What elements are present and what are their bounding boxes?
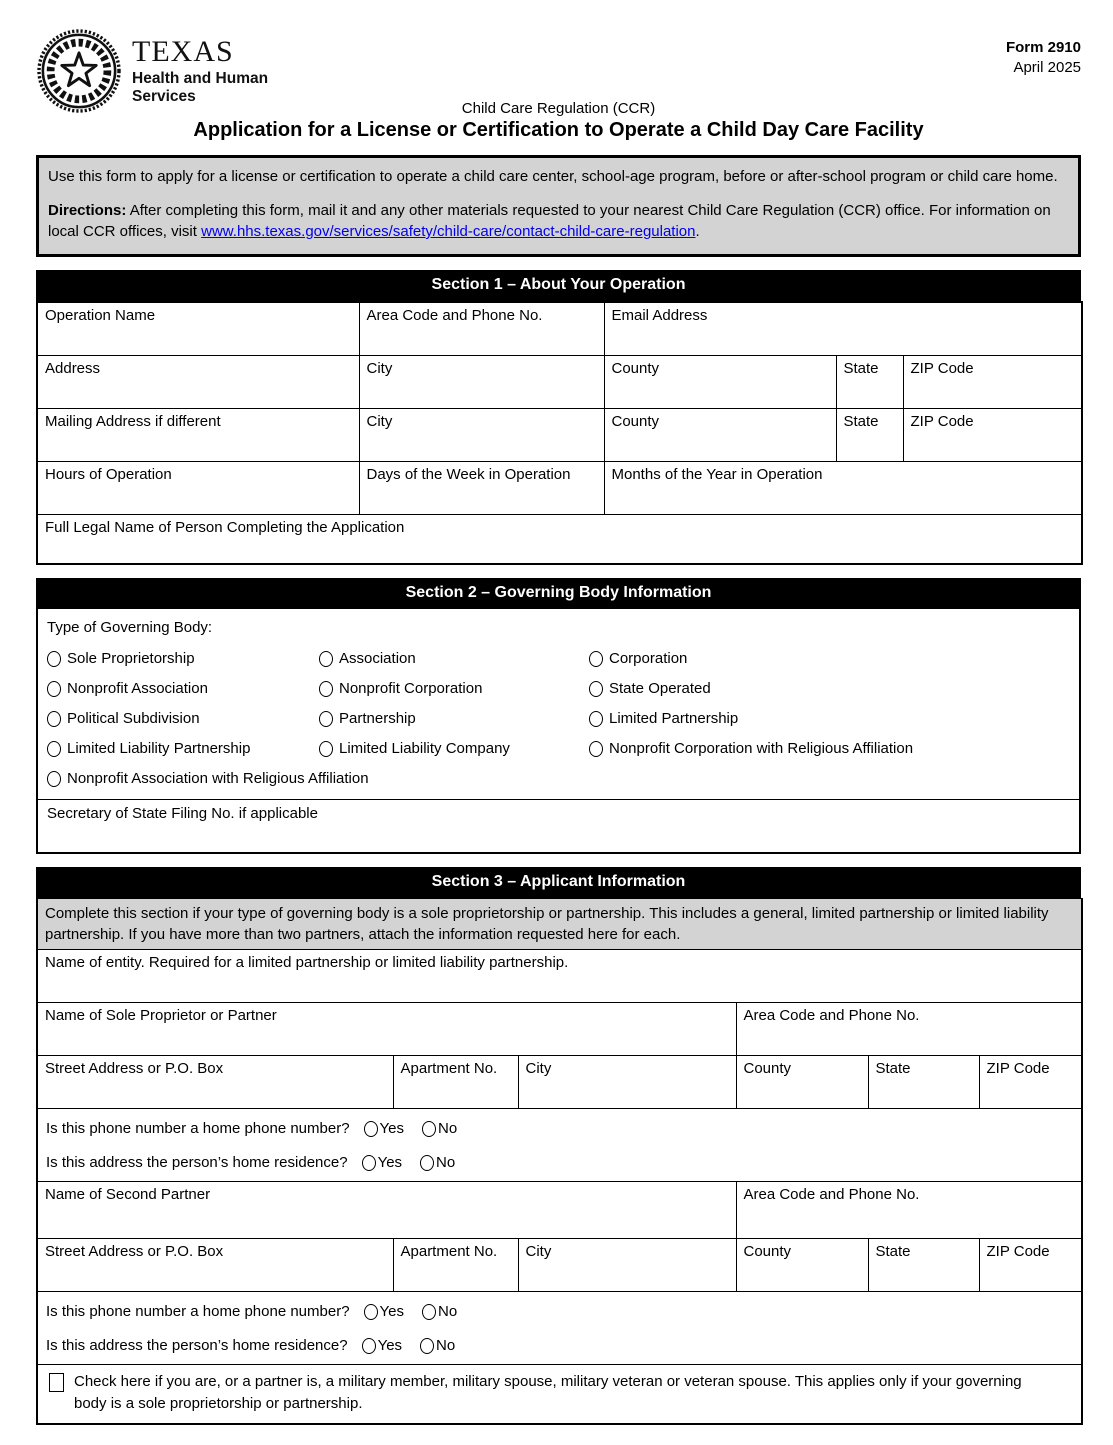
- question-home-phone: [46, 1303, 1074, 1320]
- question-label: Is this address the person’s home residence?: [46, 1337, 348, 1354]
- form-meta: [1006, 28, 1081, 77]
- option-label: Sole Proprietorship: [67, 650, 195, 667]
- option-nonprofit-corporation[interactable]: [319, 680, 589, 697]
- governing-body-grid: [47, 650, 1070, 787]
- field-label: City: [525, 1243, 552, 1260]
- option-partnership[interactable]: [319, 710, 589, 727]
- radio-icon[interactable]: [47, 681, 61, 697]
- option-label: Partnership: [339, 710, 416, 727]
- page-title: Application for a License or Certification to Operate a Child Day Care Facility: [193, 119, 924, 141]
- section-1: [36, 270, 1081, 565]
- field-partner1-city[interactable]: [518, 1056, 736, 1109]
- field-partner1-phone[interactable]: [736, 1003, 1082, 1056]
- field-partner1-state[interactable]: [868, 1056, 979, 1109]
- radio-icon[interactable]: [364, 1304, 378, 1320]
- field-label: Apartment No.: [400, 1243, 498, 1260]
- radio-label: Yes: [377, 1154, 403, 1171]
- radio-partner2-phone-yes[interactable]: [364, 1303, 404, 1320]
- radio-partner1-phone-no[interactable]: [422, 1120, 457, 1137]
- field-label: Name of entity. Required for a limited partnership or limited liability partnership.: [45, 954, 569, 971]
- radio-icon[interactable]: [589, 651, 603, 667]
- field-days[interactable]: [359, 461, 604, 514]
- field-mailing-state[interactable]: [836, 408, 903, 461]
- field-label: City: [366, 359, 393, 377]
- military-checkbox-row: [38, 1365, 1081, 1423]
- field-mailing-zip[interactable]: [903, 408, 1082, 461]
- option-limited-liability-partnership[interactable]: [47, 740, 319, 757]
- field-label: Street Address or P.O. Box: [45, 1243, 224, 1260]
- option-label: Association: [339, 650, 416, 667]
- option-nonprofit-association-religious[interactable]: [47, 770, 1070, 787]
- option-label: Nonprofit Corporation with Religious Affiliation: [609, 740, 914, 757]
- field-label: Area Code and Phone No.: [743, 1186, 920, 1203]
- field-operation-phone[interactable]: [359, 302, 604, 355]
- table-row: [37, 1365, 1082, 1424]
- field-partner1-zip[interactable]: [979, 1056, 1082, 1109]
- radio-partner2-phone-no[interactable]: [422, 1303, 457, 1320]
- table-row: [37, 302, 1082, 355]
- field-label: County: [743, 1243, 792, 1260]
- radio-icon[interactable]: [422, 1304, 436, 1320]
- logo-dept-line1: Health and Human: [132, 70, 269, 88]
- radio-partner2-residence-no[interactable]: [420, 1337, 455, 1354]
- field-operation-name[interactable]: [37, 302, 359, 355]
- logo-brand-text: TEXAS: [132, 35, 234, 69]
- field-label: State: [843, 359, 879, 377]
- field-partner2-state[interactable]: [868, 1239, 979, 1292]
- field-label: State: [875, 1243, 911, 1260]
- military-checkbox[interactable]: [49, 1373, 64, 1392]
- radio-icon[interactable]: [319, 681, 333, 697]
- table-row: [37, 461, 1082, 514]
- partner1-questions: [37, 1109, 1082, 1182]
- question-label: Is this phone number a home phone number?: [46, 1303, 350, 1320]
- table-row: [37, 950, 1082, 1003]
- field-label: Secretary of State Filing No. if applicable: [47, 805, 318, 822]
- radio-icon[interactable]: [589, 681, 603, 697]
- radio-icon[interactable]: [319, 651, 333, 667]
- section-2: [36, 578, 1081, 854]
- field-label: County: [743, 1060, 792, 1077]
- radio-icon[interactable]: [422, 1121, 436, 1137]
- logo-wordmark: [132, 37, 268, 105]
- logo-dept-line2: Services: [132, 87, 196, 105]
- option-limited-liability-company[interactable]: [319, 740, 589, 757]
- field-partner1-name[interactable]: [37, 1003, 736, 1056]
- form-subtitle: Child Care Regulation (CCR): [461, 100, 656, 117]
- field-partner2-name[interactable]: [37, 1182, 736, 1239]
- question-home-residence: [46, 1337, 1074, 1354]
- option-sole-proprietorship[interactable]: [47, 650, 319, 667]
- radio-label: Yes: [379, 1303, 405, 1320]
- table-row: [37, 1182, 1082, 1239]
- section-3-header: Section 3 – Applicant Information: [36, 867, 1081, 898]
- field-partner2-apartment[interactable]: [393, 1239, 518, 1292]
- section-2-header: Section 2 – Governing Body Information: [36, 578, 1081, 609]
- radio-icon[interactable]: [47, 771, 61, 787]
- field-label: Operation Name: [45, 307, 156, 324]
- radio-icon[interactable]: [364, 1121, 378, 1137]
- radio-icon[interactable]: [420, 1155, 434, 1171]
- field-partner2-zip[interactable]: [979, 1239, 1082, 1292]
- field-mailing-county[interactable]: [604, 408, 836, 461]
- option-label: Nonprofit Association: [67, 680, 208, 697]
- table-row: [37, 1003, 1082, 1056]
- partner2-questions: [37, 1292, 1082, 1365]
- field-label: ZIP Code: [910, 412, 974, 430]
- option-association[interactable]: [319, 650, 589, 667]
- option-label: Limited Partnership: [609, 710, 739, 727]
- field-partner2-phone[interactable]: [736, 1182, 1082, 1239]
- field-label: Hours of Operation: [45, 465, 172, 483]
- intro-paragraph: Use this form to apply for a license or certification to operate a child care center, school-age program, before or after-school program or child care home.: [48, 168, 1058, 185]
- radio-icon[interactable]: [47, 741, 61, 757]
- section-3-table: [36, 898, 1083, 1425]
- military-row: [37, 1365, 1082, 1424]
- radio-partner1-phone-yes[interactable]: [364, 1120, 404, 1137]
- section-3: [36, 867, 1081, 1425]
- texas-seal-icon: [36, 28, 122, 114]
- field-partner2-city[interactable]: [518, 1239, 736, 1292]
- field-email[interactable]: [604, 302, 1082, 355]
- radio-icon[interactable]: [362, 1338, 376, 1354]
- directions-paragraph: [48, 200, 1068, 242]
- radio-label: No: [438, 1303, 458, 1320]
- radio-label: Yes: [379, 1120, 405, 1137]
- field-label: County: [611, 359, 660, 377]
- directions-text: After completing this form, mail it and any other materials requested to your nearest Child Care Regulation (CCR) office. For information on local CCR offices, visit: [48, 202, 1051, 240]
- option-label: Limited Liability Partnership: [67, 740, 251, 757]
- section-3-note: Complete this section if your type of governing body is a sole proprietorship or partnership. This includes a general, limited partnership or limited liability partnership. If you have more than two partners, attach the information requested here for each.: [37, 899, 1082, 950]
- field-label: Address: [45, 359, 101, 377]
- section-1-header: Section 1 – About Your Operation: [36, 270, 1081, 301]
- radio-partner1-residence-no[interactable]: [420, 1154, 455, 1171]
- radio-label: Yes: [377, 1337, 403, 1354]
- radio-icon[interactable]: [362, 1155, 376, 1171]
- option-label: Nonprofit Corporation: [339, 680, 483, 697]
- field-address-state[interactable]: [836, 355, 903, 408]
- field-label: Name of Sole Proprietor or Partner: [45, 1007, 277, 1024]
- option-limited-partnership[interactable]: [589, 710, 1070, 727]
- intro-box: [36, 155, 1081, 257]
- radio-icon[interactable]: [420, 1338, 434, 1354]
- field-partner1-street[interactable]: [37, 1056, 393, 1109]
- option-label: State Operated: [609, 680, 711, 697]
- table-row: [37, 1292, 1082, 1365]
- field-full-legal-name[interactable]: [37, 514, 1082, 564]
- directions-period: .: [695, 223, 700, 240]
- texas-hhs-logo: [36, 28, 268, 114]
- field-label: Area Code and Phone No.: [743, 1007, 920, 1024]
- form-date: April 2025: [1013, 58, 1081, 76]
- option-corporation[interactable]: [589, 650, 1070, 667]
- option-label: Political Subdivision: [67, 710, 200, 727]
- radio-icon[interactable]: [319, 741, 333, 757]
- radio-icon[interactable]: [319, 711, 333, 727]
- option-nonprofit-corporation-religious[interactable]: [589, 740, 1070, 757]
- form-number: Form 2910: [1005, 39, 1081, 56]
- question-label: Is this address the person’s home residence?: [46, 1154, 348, 1171]
- field-label: State: [843, 412, 879, 430]
- field-address[interactable]: [37, 355, 359, 408]
- field-label: Street Address or P.O. Box: [45, 1060, 224, 1077]
- table-row: [37, 899, 1082, 950]
- radio-label: No: [438, 1120, 458, 1137]
- field-label: City: [366, 412, 393, 430]
- section-2-body: [36, 609, 1081, 854]
- field-partner1-apartment[interactable]: [393, 1056, 518, 1109]
- question-home-phone: [46, 1120, 1074, 1137]
- radio-label: No: [436, 1337, 456, 1354]
- field-address-city[interactable]: [359, 355, 604, 408]
- radio-label: No: [436, 1154, 456, 1171]
- radio-icon[interactable]: [47, 711, 61, 727]
- option-nonprofit-association[interactable]: [47, 680, 319, 697]
- field-hours[interactable]: [37, 461, 359, 514]
- field-label: City: [525, 1060, 552, 1077]
- field-label: ZIP Code: [986, 1243, 1050, 1260]
- field-label: Mailing Address if different: [45, 412, 221, 430]
- field-label: ZIP Code: [910, 359, 974, 377]
- radio-partner2-residence-yes[interactable]: [362, 1337, 402, 1354]
- option-label: Limited Liability Company: [339, 740, 510, 757]
- military-checkbox-label: Check here if you are, or a partner is, a military member, military spouse, military veteran or veteran spouse. This applies only if your governing body is a sole proprietorship or partnership.: [74, 1373, 1022, 1412]
- field-mailing-city[interactable]: [359, 408, 604, 461]
- table-row: [37, 1109, 1082, 1182]
- field-address-county[interactable]: [604, 355, 836, 408]
- table-row: [37, 514, 1082, 564]
- field-months[interactable]: [604, 461, 1082, 514]
- field-mailing-address[interactable]: [37, 408, 359, 461]
- field-label: Name of Second Partner: [45, 1186, 211, 1203]
- field-sos-filing-no[interactable]: [38, 799, 1079, 852]
- field-partner1-county[interactable]: [736, 1056, 868, 1109]
- option-label: Nonprofit Association with Religious Affiliation: [67, 770, 369, 787]
- field-label: Apartment No.: [400, 1060, 498, 1077]
- ccr-offices-link[interactable]: www.hhs.texas.gov/services/safety/child-care/contact-child-care-regulation: [201, 223, 696, 240]
- field-address-zip[interactable]: [903, 355, 1082, 408]
- field-entity-name[interactable]: [37, 950, 1082, 1003]
- radio-icon[interactable]: [47, 651, 61, 667]
- option-label: Corporation: [609, 650, 688, 667]
- field-label: Area Code and Phone No.: [366, 307, 543, 324]
- field-label: ZIP Code: [986, 1060, 1050, 1077]
- table-row: [37, 355, 1082, 408]
- field-label: Months of the Year in Operation: [611, 465, 823, 483]
- field-label: Days of the Week in Operation: [366, 465, 571, 483]
- governing-body-label: Type of Governing Body:: [47, 619, 213, 636]
- table-row: [37, 1239, 1082, 1292]
- table-row: [37, 408, 1082, 461]
- option-state-operated[interactable]: [589, 680, 1070, 697]
- directions-label: Directions:: [48, 202, 127, 219]
- table-row: [37, 1056, 1082, 1109]
- section-1-table: [36, 301, 1083, 565]
- governing-body-options: [38, 609, 1079, 799]
- radio-icon[interactable]: [589, 741, 603, 757]
- field-label: State: [875, 1060, 911, 1077]
- question-home-residence: [46, 1154, 1074, 1171]
- option-political-subdivision[interactable]: [47, 710, 319, 727]
- question-label: Is this phone number a home phone number?: [46, 1120, 350, 1137]
- field-label: Full Legal Name of Person Completing the Application: [45, 518, 405, 536]
- field-label: Email Address: [611, 307, 708, 324]
- field-partner2-street[interactable]: [37, 1239, 393, 1292]
- field-partner2-county[interactable]: [736, 1239, 868, 1292]
- radio-partner1-residence-yes[interactable]: [362, 1154, 402, 1171]
- field-label: County: [611, 412, 660, 430]
- radio-icon[interactable]: [589, 711, 603, 727]
